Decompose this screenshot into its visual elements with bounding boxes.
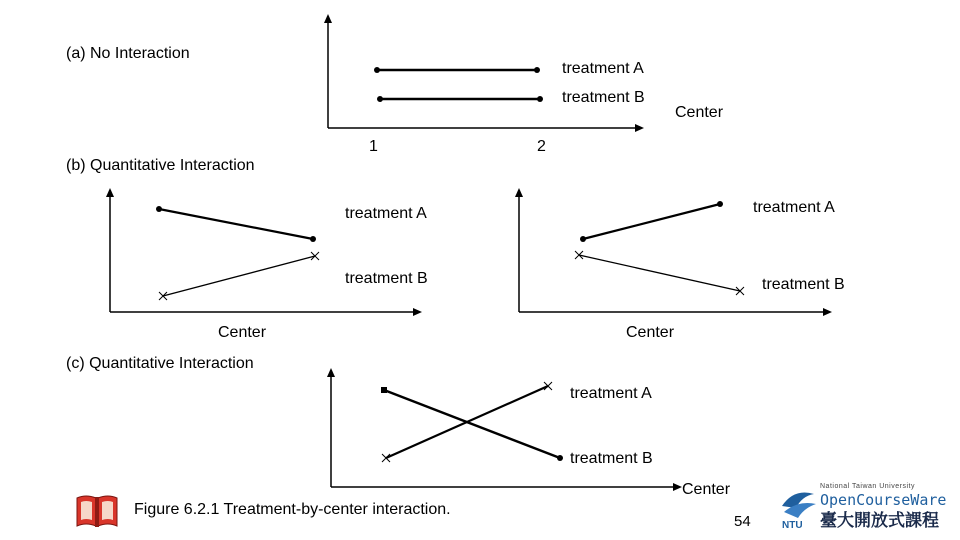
panel-c-title: (c) Quantitative Interaction	[66, 355, 254, 372]
panel-b-left-treatment-a-line	[156, 206, 316, 242]
panel-b-left-treatment-a-label: treatment A	[345, 205, 427, 222]
ocw-logo	[778, 482, 956, 534]
panel-b-right-treatment-a-line	[580, 201, 723, 242]
panel-a-tick-2: 2	[537, 138, 546, 155]
panel-b-right-treatment-b-line	[575, 251, 744, 295]
panel-a-x-axis-label: Center	[675, 104, 724, 121]
page-number: 54	[734, 513, 751, 530]
panel-b-title: (b) Quantitative Interaction	[66, 157, 255, 174]
panel-b-left-treatment-b-line	[159, 252, 319, 300]
book-icon	[74, 492, 120, 530]
panel-b-left-x-axis-label: Center	[218, 324, 267, 341]
panel-b-right-x-axis-label: Center	[626, 324, 675, 341]
panel-a-treatment-a-line	[374, 67, 540, 73]
ocw-university-name: National Taiwan University	[820, 483, 915, 490]
panel-b-left-treatment-b-label: treatment B	[345, 270, 428, 287]
panel-a-treatment-b-label: treatment B	[562, 89, 645, 106]
figure-caption: Figure 6.2.1 Treatment-by-center interaction.	[134, 501, 451, 518]
panel-a-treatment-b-line	[377, 96, 543, 102]
panel-a-title: (a) No Interaction	[66, 45, 190, 62]
panel-c-treatment-b-label: treatment B	[570, 450, 653, 467]
panel-a-tick-1: 1	[369, 138, 378, 155]
panel-c-treatment-b-line	[382, 382, 552, 462]
ocw-chinese-name: 臺大開放式課程	[820, 511, 939, 530]
ntu-emblem-icon	[778, 486, 818, 530]
panel-c-treatment-a-label: treatment A	[570, 385, 652, 402]
panel-c-treatment-a-line	[381, 387, 563, 461]
panel-b-right-treatment-a-label: treatment A	[753, 199, 835, 216]
panel-a-treatment-a-label: treatment A	[562, 60, 644, 77]
ocw-name: OpenCourseWare	[820, 491, 947, 509]
ocw-mark: NTU	[782, 520, 803, 530]
panel-c-x-axis-label: Center	[682, 481, 731, 498]
panel-b-right-treatment-b-label: treatment B	[762, 276, 845, 293]
